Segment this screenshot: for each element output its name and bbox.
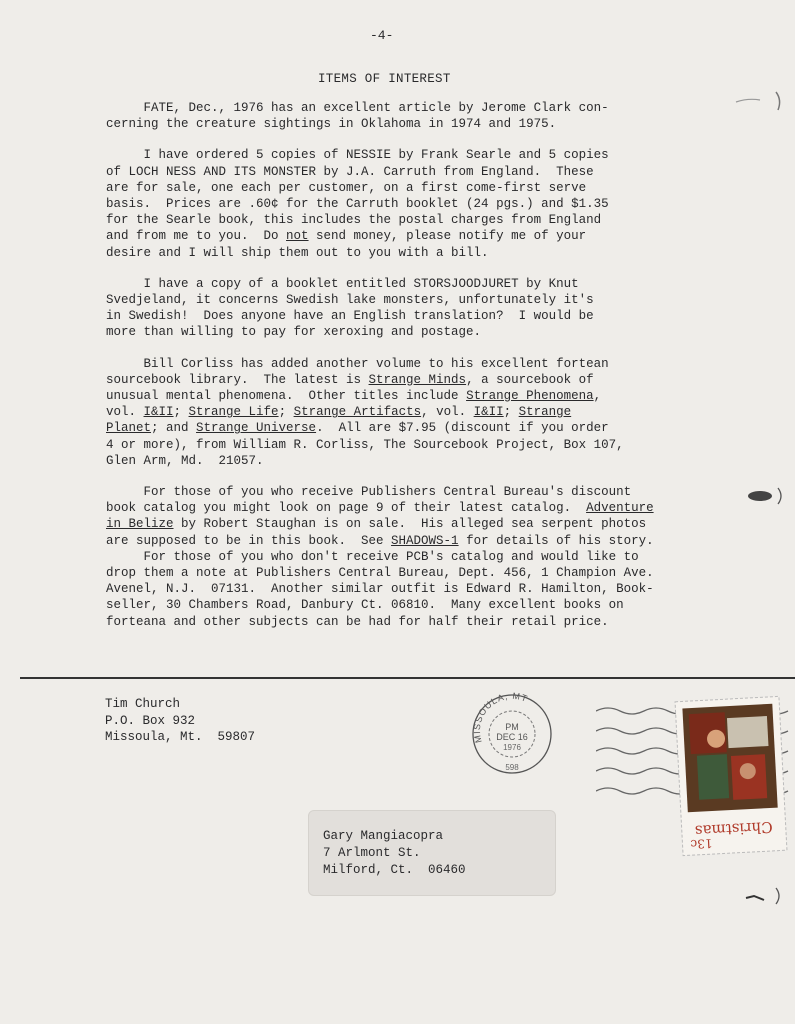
postmark-zip: 598 — [505, 763, 519, 772]
letter-body — [106, 100, 666, 645]
postmark-year: 1976 — [503, 743, 521, 752]
paper-mark — [730, 88, 790, 118]
text-line: Glen Arm, Md. 21057. — [106, 453, 264, 468]
text-line: seller, 30 Chambers Road, Danbury Ct. 06810. Many excellent books on — [106, 598, 624, 613]
paragraph-pcb-address — [106, 549, 666, 630]
text-line: FATE, Dec., 1976 has an excellent article by Jerome Clark con- — [106, 101, 609, 115]
paper-mark — [740, 484, 790, 510]
text-line: Avenel, N.J. 07131. Another similar outfit is Edward R. Hamilton, Book- — [106, 582, 654, 597]
recipient-label — [308, 810, 556, 896]
text-line: vol. I&II; Strange Life; Strange Artifacts, vol. I&II; Strange — [106, 405, 572, 420]
page-number: -4- — [370, 28, 394, 43]
text-line: are for sale, one each per customer, on a first come-first serve — [106, 180, 587, 195]
text-line: Svedjeland, it concerns Swedish lake monsters, unfortunately it's — [106, 293, 594, 308]
text-line: unusual mental phenomena. Other titles include Strange Phenomena, — [106, 389, 602, 404]
text-line: book catalog you might look on page 9 of their latest catalog. Adventure — [106, 501, 654, 516]
fold-divider — [20, 677, 795, 679]
paragraph-pcb-catalog — [106, 484, 666, 549]
text-line: 4 or more), from William R. Corliss, The Sourcebook Project, Box 107, — [106, 437, 624, 452]
recipient-address — [323, 828, 466, 879]
text-line: I have a copy of a booklet entitled STORSJOODJURET by Knut — [106, 276, 579, 291]
stamp-word: Christmas — [694, 817, 774, 840]
text-line: more than willing to pay for xeroxing and postage. — [106, 325, 482, 340]
recipient-line: Gary Mangiacopra — [323, 829, 444, 843]
section-heading: ITEMS OF INTEREST — [318, 72, 451, 86]
text-line: of LOCH NESS AND ITS MONSTER by J.A. Carruth from England. These — [106, 164, 594, 179]
return-address — [105, 696, 255, 746]
text-line: sourcebook library. The latest is Strange Minds, a sourcebook of — [106, 372, 594, 387]
text-line: cerning the creature sightings in Oklahoma in 1974 and 1975. — [106, 117, 557, 132]
text-line: basis. Prices are .60¢ for the Carruth booklet (24 pgs.) and $1.35 — [106, 197, 609, 212]
text-line: forteana and other subjects can be had for half their retail price. — [106, 614, 609, 629]
paragraph-corliss — [106, 356, 666, 469]
text-line: in Belize by Robert Staughan is on sale. His alleged sea serpent photos — [106, 517, 647, 532]
return-address-line: Tim Church — [105, 697, 181, 711]
paper-mark — [742, 884, 790, 908]
text-line: for the Searle book, this includes the postal charges from England — [106, 213, 602, 228]
postmark-ring-text: MISSOULA, MT — [471, 690, 530, 744]
postmark — [468, 690, 556, 778]
paragraph-nessie — [106, 147, 666, 260]
postmark-pm: PM — [505, 722, 519, 732]
return-address-line: P.O. Box 932 — [105, 713, 196, 728]
text-line: desire and I will ship them out to you with a bill. — [106, 245, 489, 260]
text-line: Planet; and Strange Universe. All are $7.95 (discount if you order — [106, 421, 609, 436]
paragraph-storsjo — [106, 276, 666, 341]
text-line: are supposed to be in this book. See SHADOWS-1 for details of his story. — [106, 533, 654, 548]
text-line: drop them a note at Publishers Central Bureau, Dept. 456, 1 Champion Ave. — [106, 566, 654, 581]
text-line: in Swedish! Does anyone have an English translation? I would be — [106, 309, 594, 324]
text-line: Bill Corliss has added another volume to his excellent fortean — [106, 356, 609, 371]
stamp-value: 13c — [690, 836, 713, 852]
return-address-line: Missoula, Mt. 59807 — [105, 730, 256, 744]
text-line: For those of you who don't receive PCB's catalog and would like to — [106, 549, 639, 564]
recipient-line: Milford, Ct. 06460 — [323, 863, 466, 877]
recipient-line: 7 Arlmont St. — [323, 846, 421, 860]
postage-stamp — [674, 695, 788, 856]
postmark-date: DEC 16 — [496, 732, 528, 742]
text-line: I have ordered 5 copies of NESSIE by Frank Searle and 5 copies — [106, 148, 609, 163]
text-line: For those of you who receive Publishers Central Bureau's discount — [106, 485, 632, 500]
text-line: and from me to you. Do not send money, please notify me of your — [106, 229, 587, 244]
paragraph-fate — [106, 100, 666, 132]
